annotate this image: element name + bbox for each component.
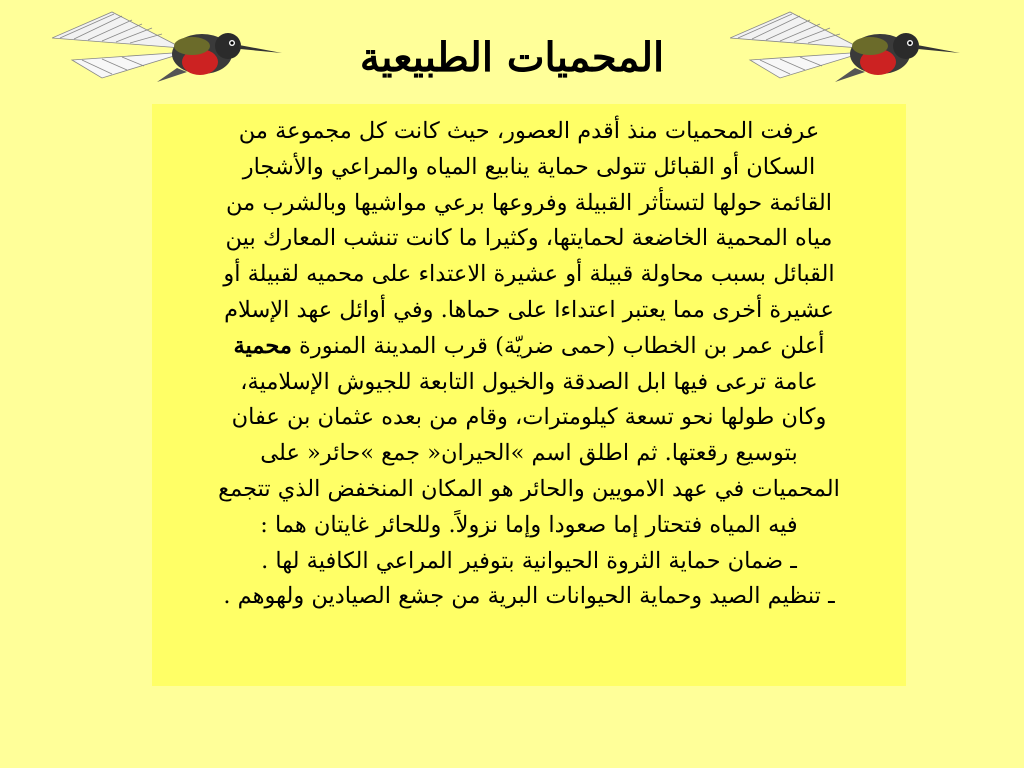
paragraph-line: المحميات في عهد الامويين والحائر هو المكان المنخفض الذي تتجمع: [218, 475, 840, 502]
slide-title: المحميات الطبيعية: [359, 34, 665, 81]
paragraph-line: فيه المياه فتحتار إما صعودا وإما نزولاً. وللحائر غايتان هما :: [260, 511, 798, 538]
paragraph-line: بتوسيع رقعتها. ثم اطلق اسم »الحيران« جمع »حائر« على: [260, 440, 798, 467]
line-text: أعلن عمر بن الخطاب (حمى ضريّة) قرب المدينة المنورة: [299, 332, 825, 359]
paragraph-line: وكان طولها نحو تسعة كيلومترات، وقام من بعده عثمان بن عفان: [231, 404, 827, 431]
paragraph-line: ـ تنظيم الصيد وحماية الحيوانات البرية من جشع الصيادين ولهوهم .: [223, 583, 835, 610]
paragraph-line: السكان أو القبائل تتولى حماية ينابيع المياه والمراعي والأشجار: [242, 153, 816, 180]
highlighted-word: محمية: [233, 332, 292, 359]
content-text-box: [152, 104, 906, 686]
paragraph-line: عرفت المحميات منذ أقدم العصور، حيث كانت كل مجموعة من: [238, 118, 820, 144]
paragraph-line: القبائل بسبب محاولة قبيلة أو عشيرة الاعتداء على محميه لقبيلة أو: [223, 261, 835, 288]
paragraph-line: عامة ترعى فيها ابل الصدقة والخيول التابعة للجيوش الإسلامية،: [240, 368, 818, 395]
paragraph-line: مياه المحمية الخاضعة لحمايتها، وكثيرا ما كانت تنشب المعارك بين: [225, 225, 833, 252]
paragraph-line: القائمة حولها لتستأثر القبيلة وفروعها برعي مواشيها وبالشرب من: [225, 189, 833, 216]
paragraph-line: عشيرة أخرى مما يعتبر اعتداءا على حماها. وفي أوائل عهد الإسلام: [224, 296, 834, 323]
paragraph-line: [160, 329, 898, 365]
paragraph-line: ـ ضمان حماية الثروة الحيوانية بتوفير المراعي الكافية لها .: [261, 547, 797, 574]
